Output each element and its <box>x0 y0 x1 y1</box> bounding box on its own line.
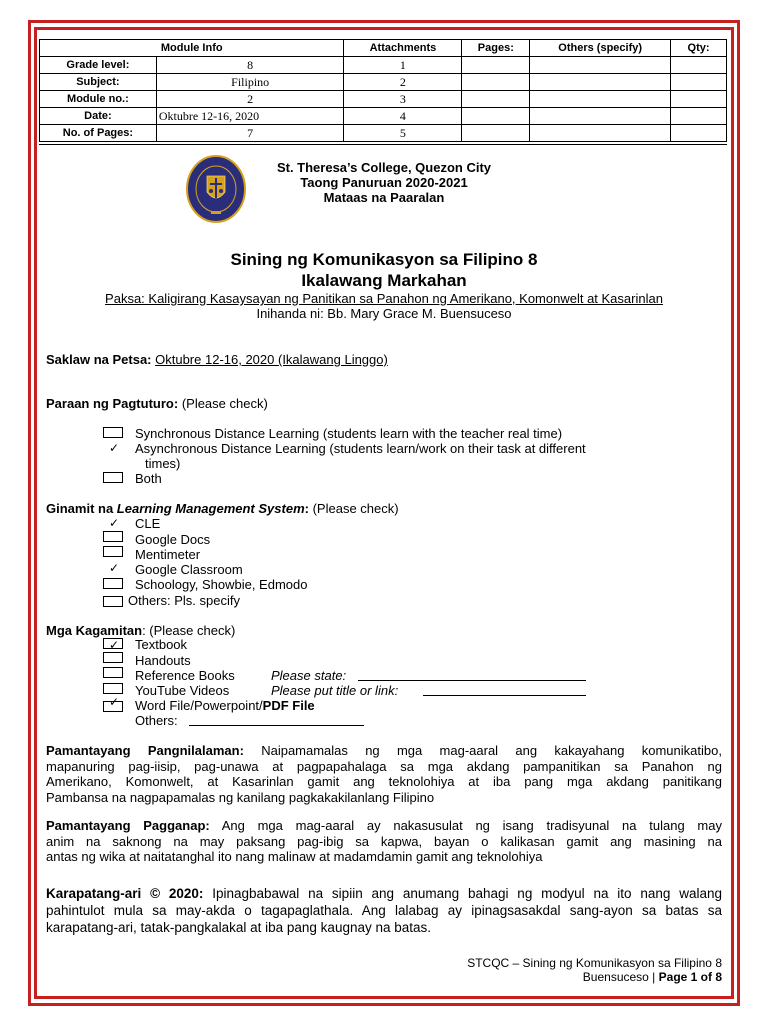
table-row <box>40 125 727 142</box>
attachment-number: 3 <box>344 91 462 108</box>
row-label: Subject: <box>40 74 157 91</box>
row-value: Filipino <box>156 74 344 91</box>
option-handouts: Handouts <box>135 653 191 668</box>
module-page <box>37 30 731 996</box>
option-synchronous: Synchronous Distance Learning (students learn with the teacher real time) <box>135 426 563 441</box>
option-reference-books: Reference Books <box>135 668 235 683</box>
others-cell <box>530 108 671 125</box>
performance-standard <box>46 818 722 865</box>
lms-label-c: : <box>304 501 309 516</box>
pages-cell <box>462 74 530 91</box>
option-materials-others: Others: <box>135 713 178 728</box>
paraan-label: Paraan ng Pagtuturo: <box>46 396 179 411</box>
others-cell <box>530 125 671 142</box>
others-cell <box>530 74 671 91</box>
row-label: Module no.: <box>40 91 157 108</box>
qty-cell <box>671 108 727 125</box>
topic-line: Paksa: Kaligirang Kasaysayan ng Panitikan sa Panahon ng Amerikano, Komonwelt at Kasarinlan <box>105 291 663 306</box>
content-standard-label: Pamantayang Pangnilalaman: <box>46 743 244 758</box>
youtube-checkbox[interactable] <box>103 683 123 694</box>
footer-page-info <box>583 970 722 984</box>
row-value: Oktubre 12-16, 2020 <box>156 108 344 125</box>
both-checkbox[interactable] <box>103 472 123 483</box>
lms-label-a: Ginamit na <box>46 501 117 516</box>
synchronous-checkbox[interactable] <box>103 427 123 438</box>
footer-page-number: Page 1 of 8 <box>658 970 722 984</box>
option-schoology: Schoology, Showbie, Edmodo <box>135 577 308 592</box>
school-name: St. Theresa’s College, Quezon City <box>276 160 492 175</box>
module-info-table <box>39 39 727 142</box>
copyright-line: Ipinagbabawal na sipiin ang anumang bahagi ng modyul na ito nang walang <box>212 886 722 901</box>
module-title: Sining ng Komunikasyon sa Filipino 8 <box>230 250 538 269</box>
copyright-label: Karapatang-ari © 2020: <box>46 886 204 901</box>
option-asynchronous-cont: times) <box>145 456 181 471</box>
content-standard-line: mapanuring pag-iisip, pag-unawa at pagpapahalaga sa mga akdang pampanitikan sa Panahon ng <box>46 758 722 774</box>
content-standard-line: Naipamamalas ng mga mag-aaral ang kakayahang komunikatibo, <box>261 743 722 758</box>
kagamitan-heading <box>46 623 235 638</box>
word-file-checkmark-icon[interactable]: ✓ <box>109 695 120 709</box>
header-others: Others (specify) <box>530 40 671 57</box>
option-lms-others: Others: Pls. specify <box>128 593 240 608</box>
footer-author: Buensuceso | <box>582 970 659 984</box>
table-bottom-rule <box>39 144 727 145</box>
copyright-line: karapatang-ari, tatak-pangkalakal at iba pang kaugnay na batas. <box>46 920 432 935</box>
table-row <box>40 74 727 91</box>
option-both: Both <box>135 471 162 486</box>
lms-hint: (Please check) <box>312 501 399 516</box>
table-row <box>40 108 727 125</box>
content-standard-line: Pambansa na nagpapamalas ng kanilang pagkakakilanlang Filipino <box>46 789 435 805</box>
option-asynchronous: Asynchronous Distance Learning (students learn/work on their task at different <box>135 441 586 456</box>
option-youtube-videos: YouTube Videos <box>135 683 230 698</box>
row-value: 2 <box>156 91 344 108</box>
option-cle: CLE <box>135 516 161 531</box>
performance-standard-label: Pamantayang Pagganap: <box>46 818 210 833</box>
performance-standard-line: anim na saknong na may paksang pag-ibig sa kapwa, bayan o kalikasan gamit ang masining na <box>46 833 722 849</box>
attachment-number: 4 <box>344 108 462 125</box>
saklaw-value: Oktubre 12-16, 2020 (Ikalawang Linggo) <box>155 352 388 367</box>
reference-books-prompt: Please state: <box>271 668 347 683</box>
table-row <box>40 91 727 108</box>
attachment-number: 1 <box>344 57 462 74</box>
copyright-line: pahintulot mula sa may-akda o tagapaglathala. Ang lalabag ay ipinagsasakdal sang-ayon sa batas sa <box>46 903 722 918</box>
saklaw-label: Saklaw na Petsa: <box>46 352 152 367</box>
pages-cell <box>462 57 530 74</box>
paraan-heading <box>46 396 268 411</box>
materials-others-field[interactable] <box>189 714 364 726</box>
asynchronous-checkmark-icon[interactable]: ✓ <box>109 441 120 455</box>
word-file-label: Word File/Powerpoint/ <box>135 698 263 713</box>
saklaw-line <box>46 352 388 367</box>
header-module-info: Module Info <box>40 40 344 57</box>
option-mentimeter: Mentimeter <box>135 547 201 562</box>
row-label: Grade level: <box>40 57 157 74</box>
qty-cell <box>671 74 727 91</box>
others-cell <box>530 57 671 74</box>
school-year: Taong Panuruan 2020-2021 <box>300 175 468 190</box>
content-standard <box>46 743 722 805</box>
row-label: Date: <box>40 108 157 125</box>
table-header-row <box>40 40 727 57</box>
reference-books-field[interactable] <box>358 669 586 681</box>
kagamitan-hint: : (Please check) <box>142 623 236 638</box>
handouts-checkbox[interactable] <box>103 652 123 663</box>
paraan-hint: (Please check) <box>181 396 268 411</box>
option-google-docs: Google Docs <box>135 532 211 547</box>
quarter-title: Ikalawang Markahan <box>301 271 467 290</box>
performance-standard-line: antas ng wika at naitatanghal ito nang malinaw at madamdamin gamit ang teknolohiya <box>46 849 543 864</box>
option-google-classroom: Google Classroom <box>135 562 243 577</box>
youtube-field[interactable] <box>423 684 586 696</box>
qty-cell <box>671 57 727 74</box>
kagamitan-label: Mga Kagamitan <box>46 623 143 638</box>
table-row <box>40 57 727 74</box>
textbook-checkmark-icon[interactable]: ✓ <box>109 638 120 652</box>
reference-books-checkbox[interactable] <box>103 667 123 678</box>
row-value: 7 <box>156 125 344 142</box>
row-value: 8 <box>156 57 344 74</box>
header-attachments: Attachments <box>344 40 462 57</box>
author-line: Inihanda ni: Bb. Mary Grace M. Buensuceso <box>256 306 512 321</box>
google-classroom-checkmark-icon[interactable]: ✓ <box>109 561 120 575</box>
qty-cell <box>671 91 727 108</box>
content-standard-line: Amerikano, Komonwelt, at Kasarinlan gamit ang teknolohiya at iba pang mga akdang panitikang <box>46 774 722 789</box>
attachment-number: 5 <box>344 125 462 142</box>
option-textbook: Textbook <box>135 637 188 652</box>
textbook-checkbox[interactable] <box>103 638 123 652</box>
lms-others-checkbox[interactable] <box>103 596 123 607</box>
header-qty: Qty: <box>671 40 727 57</box>
pages-cell <box>462 91 530 108</box>
pdf-file-label: PDF File <box>262 698 315 713</box>
copyright-notice <box>46 885 722 936</box>
youtube-prompt: Please put title or link: <box>271 683 399 698</box>
footer-course: STCQC – Sining ng Komunikasyon sa Filipino 8 <box>467 956 722 970</box>
school-level: Mataas na Paaralan <box>323 190 445 205</box>
pages-cell <box>462 125 530 142</box>
lms-heading <box>46 501 399 516</box>
lms-label-b: Learning Management System <box>116 501 305 516</box>
qty-cell <box>671 125 727 142</box>
row-label: No. of Pages: <box>40 125 157 142</box>
schoology-checkbox[interactable] <box>103 578 123 589</box>
others-cell <box>530 91 671 108</box>
mentimeter-checkbox[interactable] <box>103 546 123 557</box>
performance-standard-line: Ang mga mag-aaral ay nakasusulat ng isang tradisyunal na tulang may <box>221 818 722 833</box>
pages-cell <box>462 108 530 125</box>
google-docs-checkbox[interactable] <box>103 531 123 542</box>
header-pages: Pages: <box>462 40 530 57</box>
attachment-number: 2 <box>344 74 462 91</box>
option-word-file <box>135 698 315 713</box>
cle-checkmark-icon[interactable]: ✓ <box>109 516 120 530</box>
